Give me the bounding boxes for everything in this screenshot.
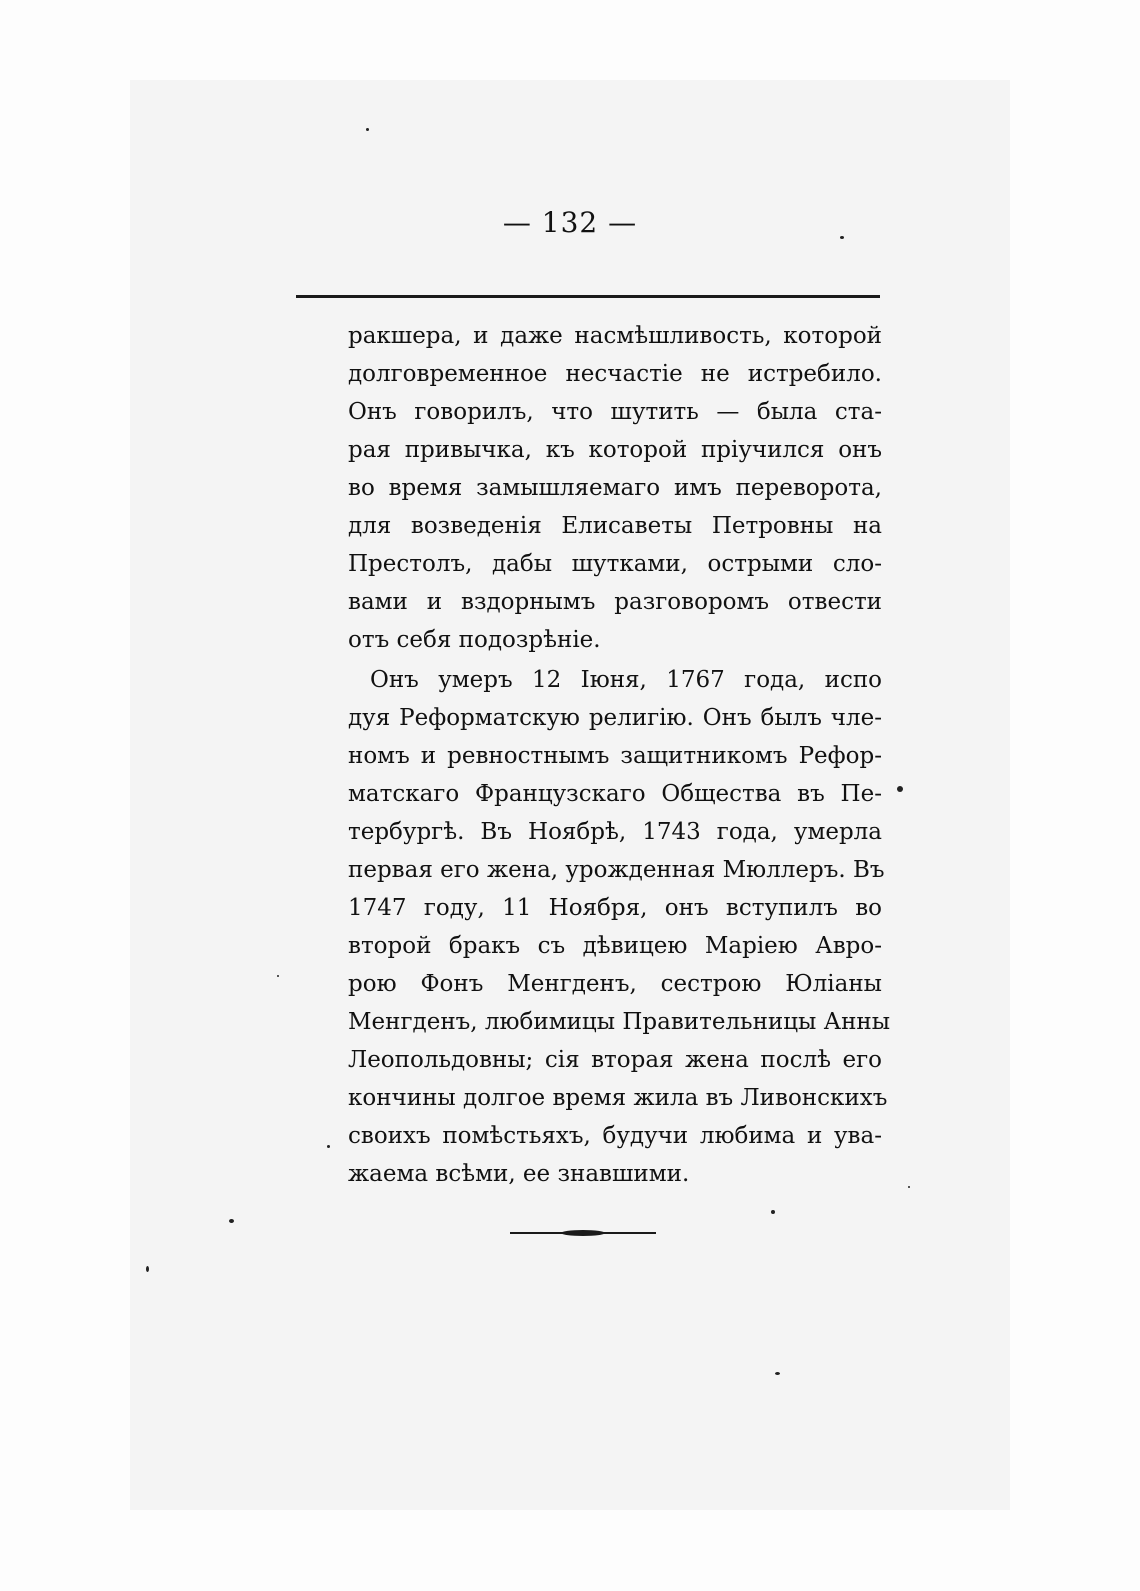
page-number: — 132 — xyxy=(502,206,638,239)
text-line: Престолъ, дабы шутками, острыми сло- xyxy=(348,551,882,577)
scan-speck xyxy=(775,1372,780,1375)
text-line: Менгденъ, любимицы Правительницы Анны xyxy=(348,1009,891,1035)
text-line: отъ себя подозрѣніе. xyxy=(348,627,601,653)
header-rule xyxy=(296,295,880,298)
text-line: рая привычка, къ которой пріучился онъ xyxy=(348,437,882,463)
scan-speck xyxy=(366,128,369,131)
text-line: Онъ говорилъ, что шутить — была ста- xyxy=(348,399,882,425)
scan-speck xyxy=(897,786,903,792)
text-line: во время замышляемаго имъ переворота, xyxy=(348,475,882,501)
text-line: ракшера, и даже насмѣшливость, которой xyxy=(348,323,882,349)
scan-speck xyxy=(277,975,279,977)
scan-speck xyxy=(327,1145,330,1148)
text-line: жаема всѣми, ее знавшими. xyxy=(348,1161,690,1187)
text-line: второй бракъ съ дѣвицею Маріею Авро- xyxy=(348,933,882,959)
scan-speck xyxy=(146,1266,149,1272)
text-line: кончины долгое время жила въ Ливонскихъ xyxy=(348,1085,888,1111)
text-line: Онъ умеръ 12 Іюня, 1767 года, испо xyxy=(370,667,882,693)
text-line: первая его жена, урожденная Мюллеръ. Въ xyxy=(348,857,885,883)
text-line: матскаго Французскаго Общества въ Пе- xyxy=(348,781,882,807)
end-ornament xyxy=(510,1226,656,1240)
scan-speck xyxy=(229,1219,234,1223)
body-text xyxy=(348,317,891,1193)
text-line: 1747 году, 11 Ноября, онъ вступилъ во xyxy=(348,895,882,921)
text-line: своихъ помѣстьяхъ, будучи любима и ува- xyxy=(348,1123,882,1149)
scan-speck xyxy=(908,1186,910,1188)
text-line: долговременное несчастіе не истребило. xyxy=(348,361,882,387)
scan-speck xyxy=(840,236,844,239)
text-line: Леопольдовны; сія вторая жена послѣ его xyxy=(348,1047,882,1073)
text-line: для возведенія Елисаветы Петровны на xyxy=(348,513,882,539)
text-line: рою Фонъ Менгденъ, сестрою Юліаны xyxy=(348,971,882,997)
text-line: вами и вздорнымъ разговоромъ отвести xyxy=(348,589,882,615)
text-line: тербургѣ. Въ Ноябрѣ, 1743 года, умерла xyxy=(348,819,882,845)
text-line: номъ и ревностнымъ защитникомъ Рефор- xyxy=(348,743,882,769)
text-line: дуя Реформатскую религію. Онъ былъ чле- xyxy=(348,705,882,731)
scan-speck xyxy=(771,1210,775,1214)
